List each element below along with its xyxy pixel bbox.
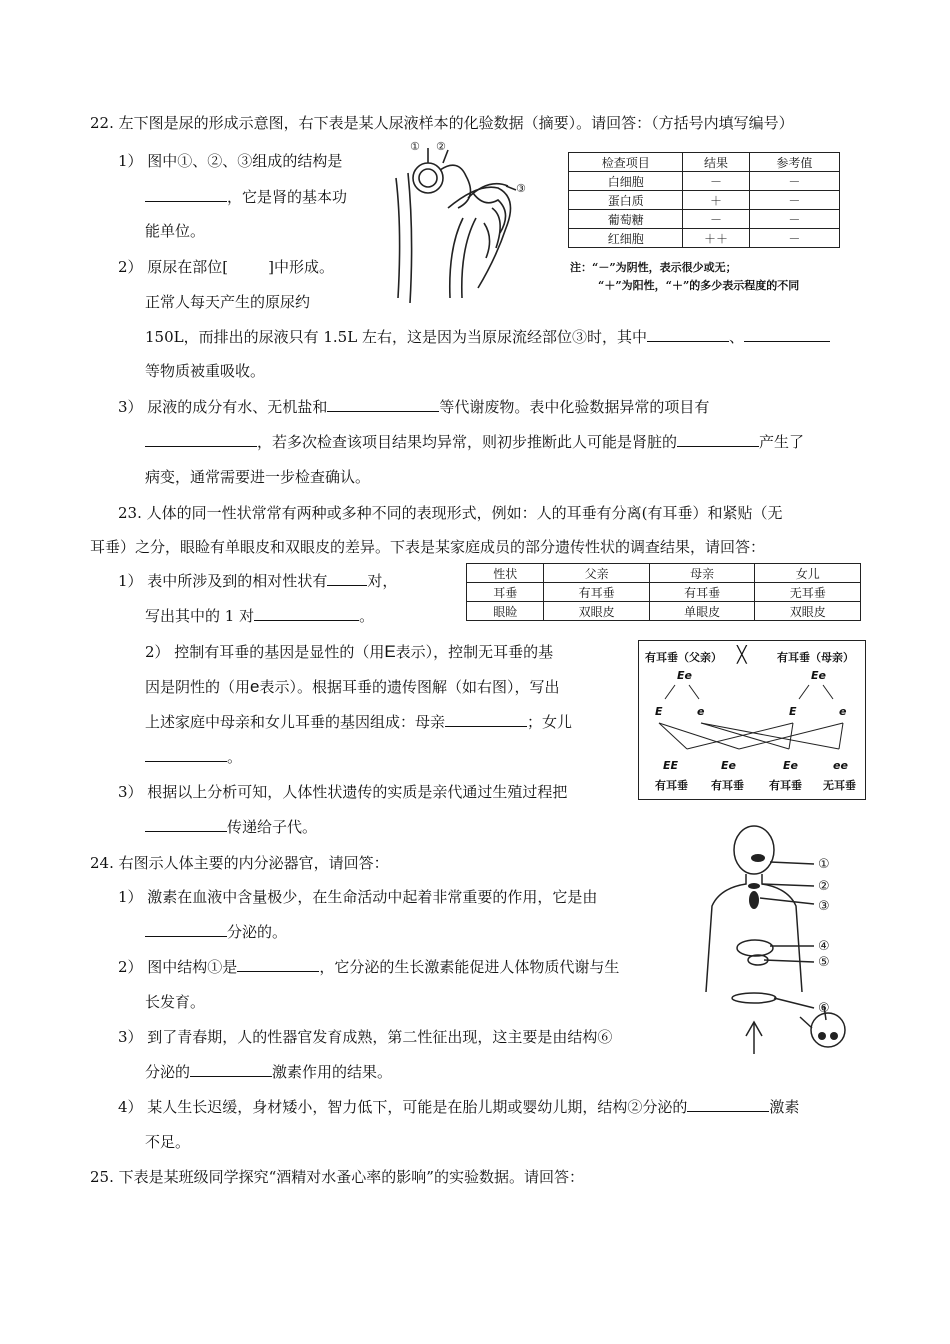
table-cell: ＋ [683,191,749,210]
q22-stem: 22. 左下图是尿的形成示意图，右下表是某人尿液样本的化验数据（摘要）。请回答：（方括号内填写编号） [90,114,794,132]
q23-s2-text-d: 表示）。根据耳垂的遗传图解（如右图），写出 [259,678,560,696]
fig-label-6: ⑥ [818,1001,830,1016]
table-header: 父亲 [544,564,650,583]
table-cell: － [749,229,839,248]
table-cell: 眼睑 [467,602,544,621]
head [734,826,774,874]
q23-s2-text-c: 因是阴性的（用 [145,678,251,696]
artery-line [396,178,400,298]
table-row [569,172,840,191]
inheritance-lines [639,641,865,799]
q23-s2-text-f: 上述家庭中母亲和女儿耳垂的基因组成：母亲 [145,713,446,731]
q24-s4-text-c: 不足。 [145,1133,191,1151]
table-row [569,210,840,229]
q23-s1-text-d: 。 [359,607,375,625]
q22-s2-line3 [145,326,830,347]
table-cell: 无耳垂 [755,583,861,602]
family-traits-table [466,563,861,621]
q22-s1-text-b: ，它是肾的基本功 [227,188,348,206]
q23-s3-line2 [145,816,317,837]
body-outline-right [762,874,802,992]
q24-s1-text-a: 1） 激素在血液中含量极少，在生命活动中起着非常重要的作用，它是由 [118,888,598,906]
q22-s2-line1 [118,256,334,277]
answer-blank[interactable] [145,817,227,832]
table-cell: ＋＋ [683,229,749,248]
q22-s1-text-a: 1） 图中①、②、③组成的结构是 [118,152,343,170]
q24-s4-line1 [118,1096,799,1117]
table-row [569,191,840,210]
q22-s3-text-a: 3） 尿液的成分有水、无机盐和 [118,398,328,416]
q24-s2-line1 [118,956,619,977]
table-cell: 双眼皮 [755,602,861,621]
answer-blank[interactable] [145,922,227,937]
father-genotype: Ee [677,669,692,682]
table-header: 母亲 [649,564,755,583]
q23-stem-1: 23. 人体的同一性状常常有两种或多种不同的表现形式，例如：人的耳垂有分离(有耳垂）和紧贴（无 [118,504,783,522]
q22-s2-text-c: 正常人每天产生的原尿约 [145,293,311,311]
q23-s2-text-h: 。 [227,748,243,766]
fig-label-3: ③ [516,182,526,195]
q23-s2-line2 [145,676,560,697]
table-cell: 有耳垂 [544,583,650,602]
fig-label-4: ④ [818,939,830,954]
table-cell: － [683,210,749,229]
answer-blank[interactable] [647,327,729,342]
answer-blank[interactable] [327,571,367,586]
q22-s1-line2 [145,186,347,207]
q24-s2-text-b: ，它分泌的生长激素能促进人体物质代谢与生 [319,958,620,976]
table-header: 女儿 [755,564,861,583]
table-cell: 白细胞 [569,172,683,191]
nephron-diagram [388,138,538,308]
answer-blank[interactable] [190,1062,272,1077]
answer-blank[interactable] [327,397,439,412]
q22-s3-text-c: ，若多次检查该项目结果均异常，则初步推断此人可能是肾脏的 [257,433,678,451]
table-header-row [467,564,861,583]
q24-s4-text-b: 激素 [769,1098,800,1116]
table-row [467,583,861,602]
q23-s1-line2 [145,605,374,626]
q22-s3-text-b: 等代谢废物。表中化验数据异常的项目有 [439,398,710,416]
q22-s2-text-f: 等物质被重吸收。 [145,362,266,380]
q24-s1-line2 [145,921,287,942]
q23-s3-text-b: 传递给子代。 [227,818,318,836]
q22-s1-text-c: 能单位。 [145,222,206,240]
table-header: 参考值 [749,153,839,172]
fig-label-2: ② [818,879,830,894]
q24-s1-text-b: 分泌的。 [227,923,288,941]
q23-s1-line1 [118,570,397,591]
endocrine-body-diagram [700,822,850,1066]
offspring-genotype: Ee [721,759,736,772]
offspring-genotype: Ee [783,759,798,772]
answer-blank[interactable] [145,432,257,447]
gamete-label: E [655,705,663,718]
answer-blank[interactable] [687,1097,769,1112]
answer-blank[interactable] [145,747,227,762]
q23-s1-text-c: 写出其中的 1 对 [145,607,255,625]
q23-s1-text-b: 对， [367,572,398,590]
q23-s2-text-g: ；女儿 [527,713,573,731]
table-cell: 红细胞 [569,229,683,248]
offspring-phenotype: 有耳垂 [769,779,802,792]
urine-test-table [568,152,840,248]
offspring-genotype: ee [833,759,848,772]
table-cell: 耳垂 [467,583,544,602]
q23-s3-text-a: 3） 根据以上分析可知，人体性状遗传的实质是亲代通过生殖过程把 [118,783,568,801]
table-cell: 双眼皮 [544,602,650,621]
offspring-phenotype: 有耳垂 [655,779,688,792]
table-note-2: “＋”为阳性，“＋”的多少表示程度的不同 [598,279,800,292]
offspring-genotype: EE [663,759,679,772]
table-cell: 单眼皮 [649,602,755,621]
answer-blank[interactable] [445,712,527,727]
table-note-1: 注：“－”为阴性，表示很少或无； [570,261,737,274]
cross-symbol: ╳ [737,645,747,664]
offspring-phenotype: 无耳垂 [823,779,856,792]
table-cell: 有耳垂 [649,583,755,602]
fig-label-1: ① [818,857,830,872]
q23-s2-line4 [145,746,242,767]
q23-s2-line3 [145,711,572,732]
q22-s3-line1 [118,396,709,417]
q24-s3-text-a: 3） 到了青春期，人的性器官发育成熟，第二性征出现，这主要是由结构⑥ [118,1028,613,1046]
q24-s4-text-a: 4） 某人生长迟缓，身材矮小，智力低下，可能是在胎儿期或婴幼儿期，结构②分泌的 [118,1098,688,1116]
table-header: 检查项目 [569,153,683,172]
inheritance-diagram [638,640,866,800]
q24-s3-line2 [145,1061,392,1082]
offspring-phenotype: 有耳垂 [711,779,744,792]
answer-blank[interactable] [237,957,319,972]
q24-stem: 24. 右图示人体主要的内分泌器官，请回答： [90,854,389,872]
glomerulus [419,169,437,187]
q23-s2-line1 [145,641,553,662]
q22-s2-text-b: ]中形成。 [268,258,335,276]
father-label: 有耳垂（父亲） [645,651,722,664]
table-header: 结果 [683,153,749,172]
q22-s3-line2 [145,431,804,452]
table-cell: － [749,191,839,210]
q22-s2-text-d: 150L，而排出的尿液只有 1.5L 左右，这是因为当原尿流经部位③时，其中 [145,328,647,346]
q24-s3-text-b: 分泌的 [145,1063,191,1081]
answer-blank[interactable] [677,432,759,447]
fig-label-5: ⑤ [818,955,830,970]
answer-blank[interactable] [744,327,830,342]
table-cell: 蛋白质 [569,191,683,210]
q22-s3-text-e: 病变，通常需要进一步检查确认。 [145,468,371,486]
table-header: 性状 [467,564,544,583]
q23-s1-text-a: 1） 表中所涉及到的相对性状有 [118,572,328,590]
fig-label-2: ② [436,140,446,153]
fig-label-3: ③ [818,899,830,914]
q23-stem-2: 耳垂）之分，眼睑有单眼皮和双眼皮的差异。下表是某家庭成员的部分遗传性状的调查结果，请回答： [90,538,766,556]
q23-s2-text-b: 表示），控制无耳垂的基 [395,643,554,661]
answer-blank[interactable] [145,187,227,202]
table-header-row [569,153,840,172]
body-outline-left [706,874,746,992]
q22-s2-text-e: 、 [728,328,744,346]
q22-s1-line1 [118,150,342,171]
q22-s2-text-a: 2） 原尿在部位[ [118,258,229,276]
table-row [467,602,861,621]
mother-genotype: Ee [811,669,826,682]
q24-s2-text-a: 2） 图中结构①是 [118,958,238,976]
q25-stem: 25. 下表是某班级同学探究“酒精对水蚤心率的影响”的实验数据。请回答： [90,1168,584,1186]
q24-s3-text-c: 激素作用的结果。 [272,1063,393,1081]
table-cell: － [749,210,839,229]
gamete-label: e [697,705,705,718]
gamete-label: E [789,705,797,718]
mother-label: 有耳垂（母亲） [777,651,854,664]
q23-s2-text-a: 2） 控制有耳垂的基因是显性的（用 [145,643,385,661]
testes-inset [811,1013,845,1047]
q22-s3-text-d: 产生了 [759,433,805,451]
q24-s2-text-c: 长发育。 [145,993,206,1011]
table-cell: － [683,172,749,191]
table-cell: － [749,172,839,191]
table-cell: 葡萄糖 [569,210,683,229]
table-row [569,229,840,248]
gamete-label: e [839,705,847,718]
answer-blank[interactable] [254,606,359,621]
fig-label-1: ① [410,140,420,153]
q23-gene-E: E [384,642,396,661]
q23-gene-e: e [250,677,260,696]
